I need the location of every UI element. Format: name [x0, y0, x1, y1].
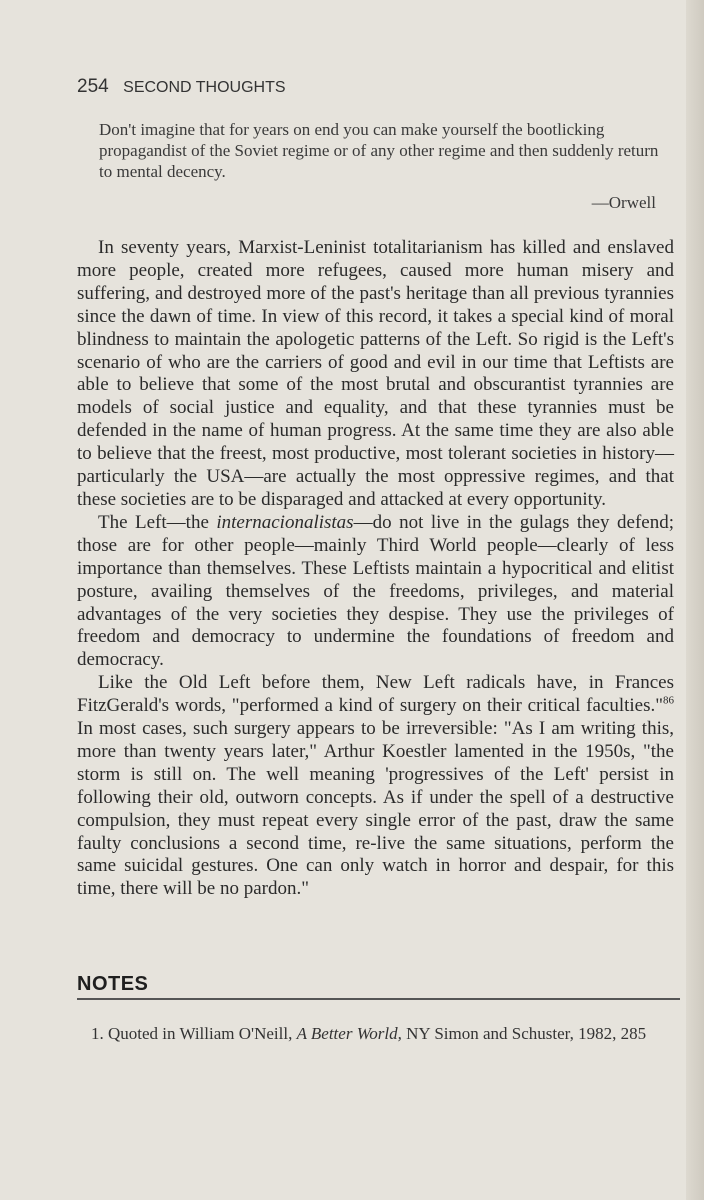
paragraph-2-rest: —do not live in the gulags they defend; those are for other people—mainly Third World people—clearly of less importance than themselves. These Leftists maintain a hypocritical and elitist posture, availing themselves of the freedoms, privileges, and material advantages of the very societies they despise. They use the privileges of freedom and democracy to undermine the foundations of freedom and democracy.: [77, 511, 674, 671]
paragraph-3-lead: Like the Old Left before them, New Left radicals have, in Frances FitzGerald's words, "performed a kind of surgery on their critical faculties.": [77, 672, 674, 717]
body-text: [77, 237, 674, 901]
paragraph-2-italic: internacionalistas: [216, 511, 354, 533]
note-rest: NY Simon and Schuster, 1982, 285: [401, 1024, 647, 1043]
running-title: SECOND THOUGHTS: [123, 79, 286, 96]
epigraph: [99, 119, 659, 182]
note-item: [77, 1023, 674, 1044]
notes-heading: NOTES: [77, 973, 149, 995]
epigraph-attribution: —Orwell: [591, 193, 656, 212]
paragraph-3-rest: In most cases, such surgery appears to be irreversible: "As I am writing this, more than twenty years later," Arthur Koestler lamented in the 1950s, "the storm is still on. The well meaning 'progressives of the Left' persist in following their old, outworn concepts. As if under the spell of a destructive compulsion, they must repeat every single error of the past, draw the same faulty conclusions a second time, re-live the same situations, perform the same suicidal gestures. One can only watch in horror and despair, for this time, there will be no pardon.": [77, 718, 674, 900]
note-lead: Quoted in William O'Neill,: [108, 1024, 297, 1043]
paragraph-1: In seventy years, Marxist-Leninist totalitarianism has killed and enslaved more people, created more refugees, caused more human misery and suffering, and destroyed more of the past's heritage than all previous tyrannies since the dawn of time. In view of this record, it takes a special kind of moral blindness to maintain the apologetic patterns of the Left. So rigid is the Left's scenario of who are the carriers of good and evil in our time that Leftists are able to believe that some of the most brutal and obscurantist tyrannies are models of social justice and equality, and that these tyrannies must be defended in the name of human progress. At the same time they are also able to believe that the freest, most productive, most tolerant societies in history—particularly the USA—are actually the most oppressive regimes, and that these societies are to be disparaged and attacked at every opportunity.: [77, 237, 674, 510]
page-number: 254: [77, 76, 109, 97]
note-index: 1.: [91, 1024, 104, 1043]
paragraph-2: [77, 512, 674, 672]
notes-divider: [77, 998, 680, 1000]
page-edge-shadow: [686, 0, 704, 1200]
running-header: [77, 76, 286, 98]
epigraph-text: Don't imagine that for years on end you can make yourself the bootlicking propagandist of the Soviet regime or of any other regime and then suddenly return to mental decency.: [99, 120, 659, 181]
footnote-marker[interactable]: 86: [663, 694, 674, 707]
note-title: A Better World,: [296, 1024, 402, 1043]
paragraph-3: [77, 672, 674, 901]
paragraph-2-lead: The Left—the: [98, 511, 217, 533]
